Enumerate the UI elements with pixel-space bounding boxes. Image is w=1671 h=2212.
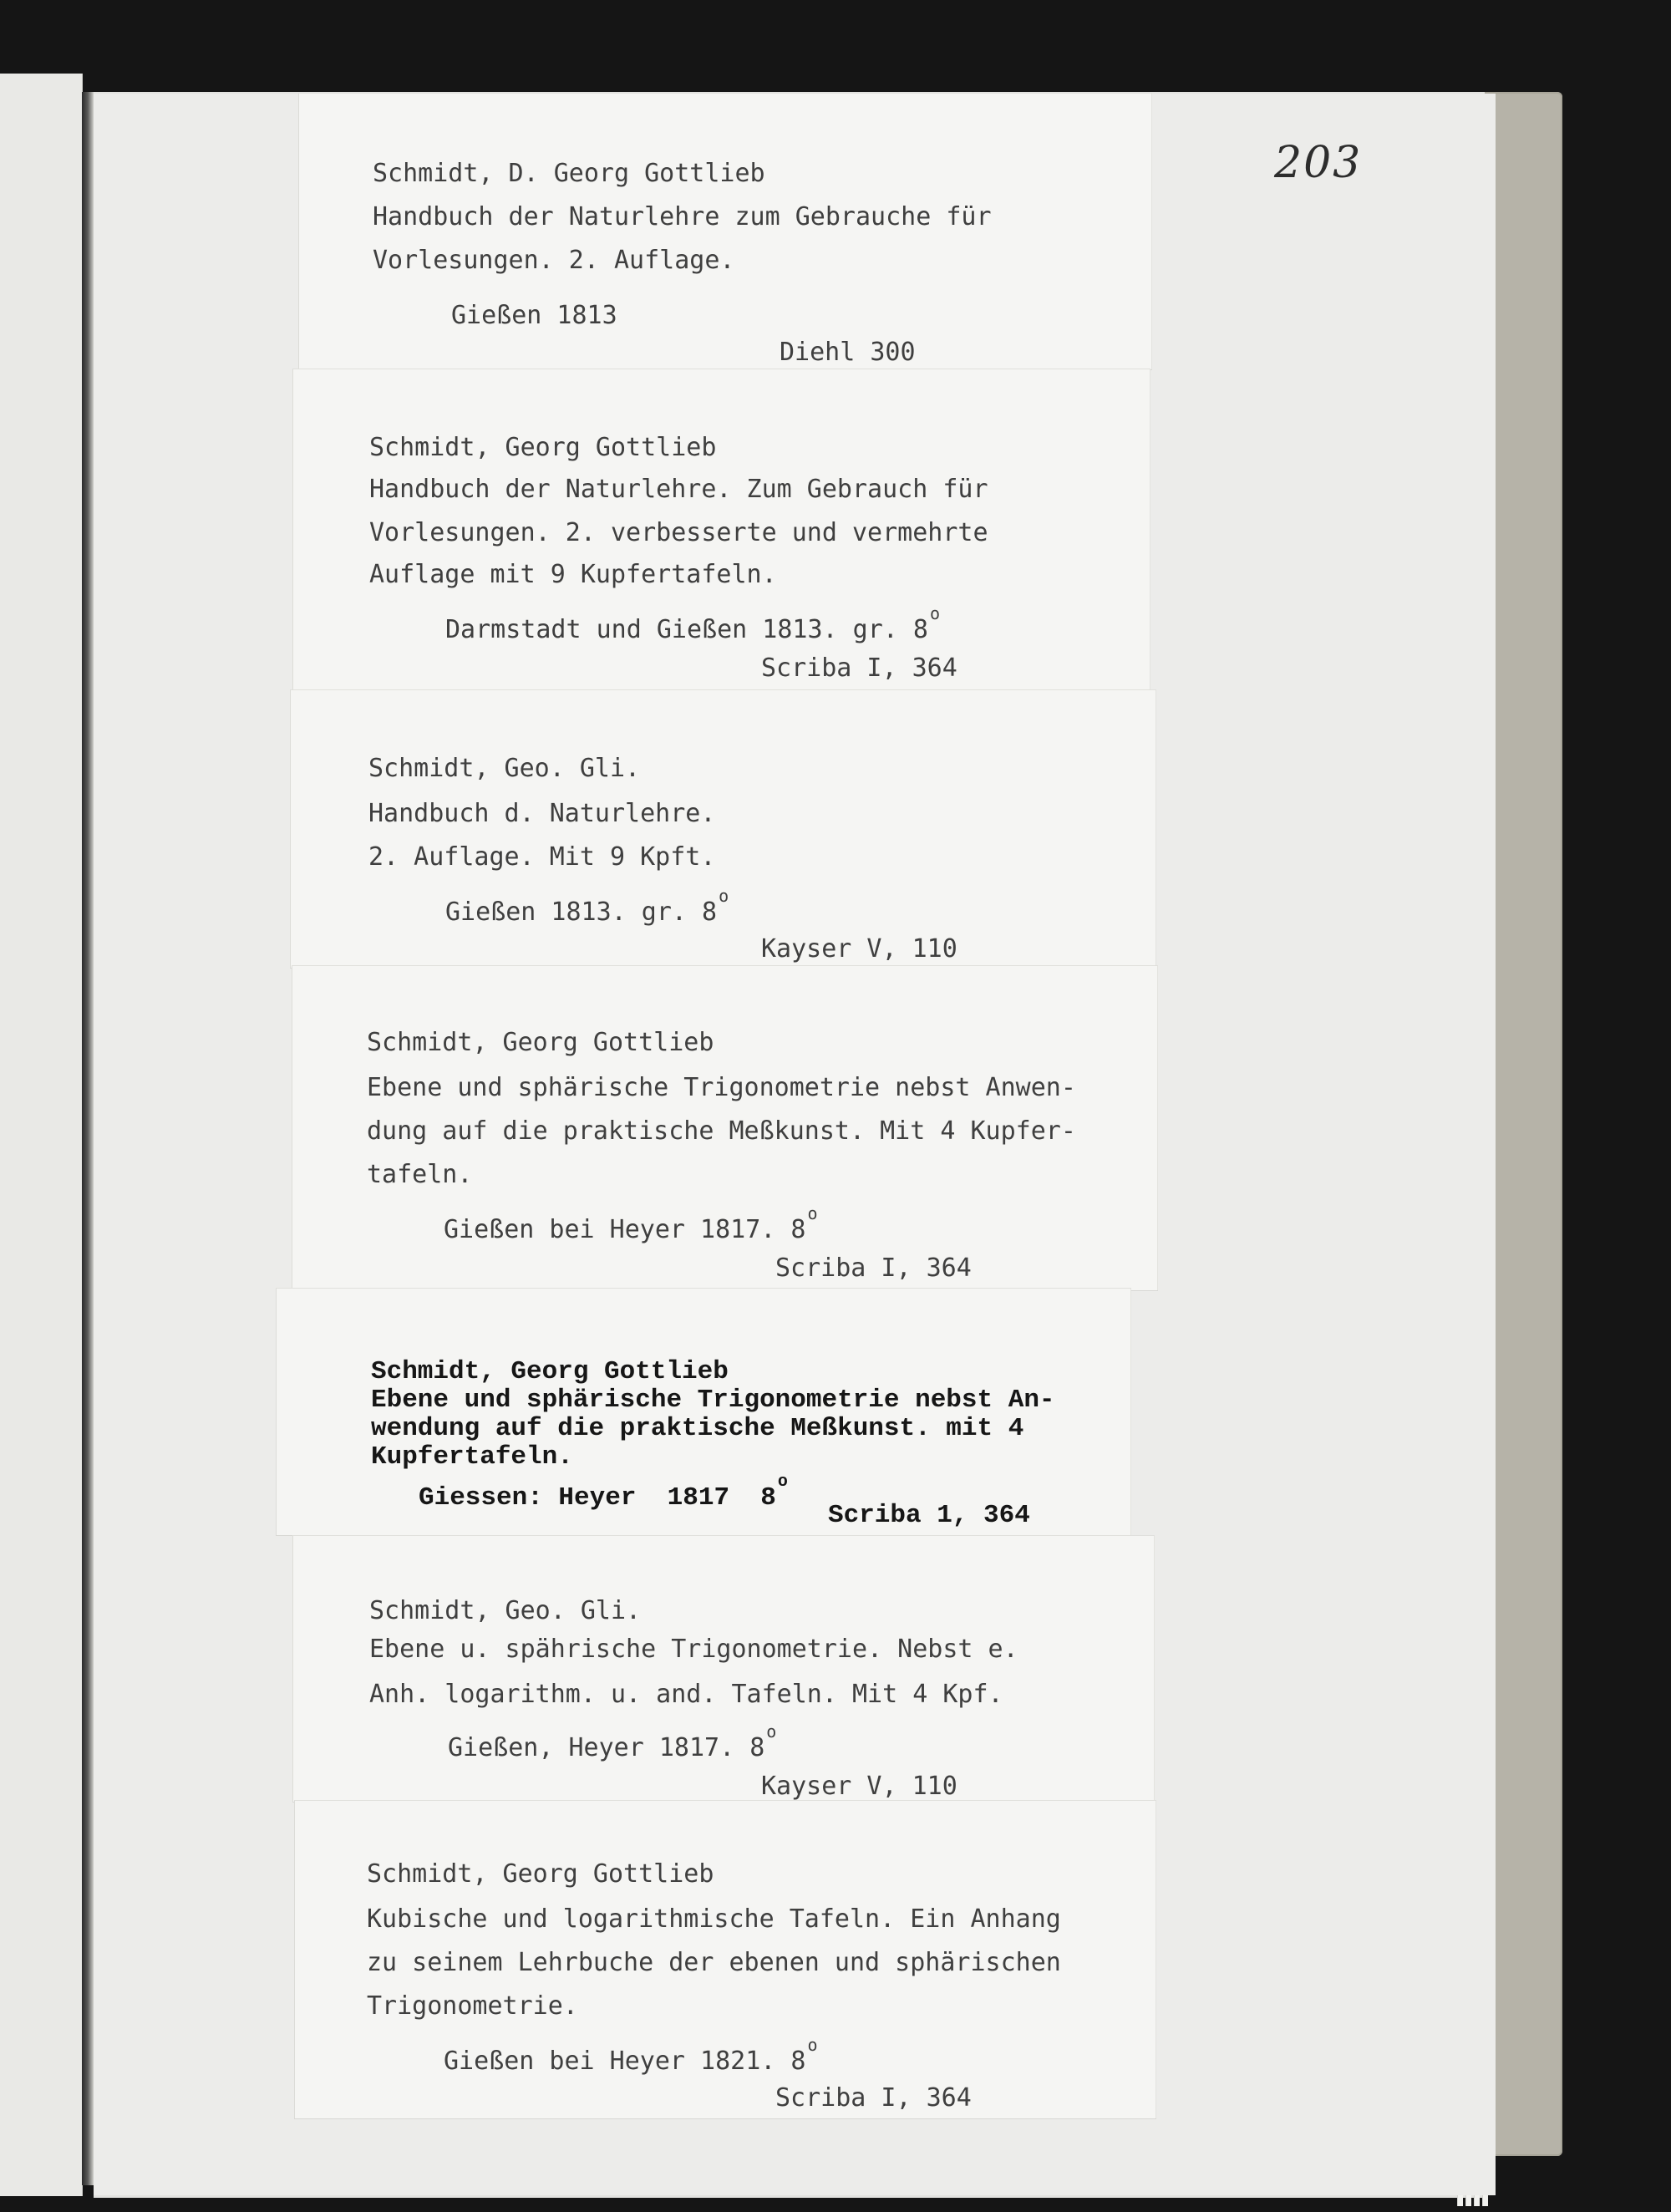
card-citation: Scriba I, 364 bbox=[775, 1253, 972, 1283]
card-title-line: Ebene u. spährische Trigonometrie. Nebst e. bbox=[369, 1635, 1018, 1664]
card-imprint: Gießen, Heyer 1817. 8$^o$ bbox=[448, 1721, 777, 1762]
card-author: Schmidt, D. Georg Gottlieb bbox=[373, 159, 765, 188]
card-title-line: Kubische und logarithmische Tafeln. Ein Anhang bbox=[367, 1904, 1061, 1934]
card-title-line: Ebene und sphärische Trigonometrie nebst An- bbox=[371, 1386, 1055, 1415]
card-imprint: Gießen bei Heyer 1821. 8$^o$ bbox=[444, 2035, 818, 2076]
card-author: Schmidt, Geo. Gli. bbox=[368, 754, 641, 783]
card-citation: Scriba 1, 364 bbox=[828, 1501, 1030, 1530]
card-title-line: Vorlesungen. 2. Auflage. bbox=[373, 246, 735, 275]
card-title-line: wendung auf die praktische Meßkunst. mit 4 bbox=[371, 1414, 1024, 1443]
card-title-line: Trigonometrie. bbox=[367, 1991, 578, 2021]
card-author: Schmidt, Georg Gottlieb bbox=[367, 1859, 714, 1889]
card-author: Schmidt, Georg Gottlieb bbox=[369, 433, 717, 462]
card-imprint: Giessen: Heyer 1817 8$^o$ bbox=[419, 1472, 788, 1513]
card-title-line: Ebene und sphärische Trigonometrie nebst Anwen- bbox=[367, 1073, 1076, 1102]
catalog-card bbox=[292, 1536, 1155, 1802]
left-page-edge bbox=[0, 74, 83, 2196]
card-title-line: 2. Auflage. Mit 9 Kpft. bbox=[368, 842, 716, 872]
catalog-card bbox=[298, 94, 1152, 369]
card-title-line: tafeln. bbox=[367, 1160, 473, 1189]
catalog-card bbox=[290, 690, 1156, 968]
card-title-line: zu seinem Lehrbuche der ebenen und sphärischen bbox=[367, 1948, 1061, 1977]
card-imprint: Gießen 1813. gr. 8$^o$ bbox=[445, 886, 729, 927]
card-title-line: Auflage mit 9 Kupfertafeln. bbox=[369, 560, 777, 589]
card-citation: Diehl 300 bbox=[780, 338, 916, 367]
card-title-line: Handbuch der Naturlehre zum Gebrauche für bbox=[373, 202, 992, 231]
catalog-card bbox=[292, 369, 1150, 691]
catalog-card bbox=[276, 1289, 1131, 1535]
card-imprint: Darmstadt und Gießen 1813. gr. 8$^o$ bbox=[445, 603, 941, 644]
handwritten-page-number: 203 bbox=[1274, 138, 1363, 188]
card-imprint: Gießen 1813 bbox=[451, 301, 617, 330]
catalog-card bbox=[292, 966, 1158, 1290]
card-citation: Kayser V, 110 bbox=[761, 1772, 957, 1801]
card-author: Schmidt, Georg Gottlieb bbox=[371, 1357, 729, 1386]
card-title-line: Handbuch der Naturlehre. Zum Gebrauch für bbox=[369, 475, 988, 504]
card-author: Schmidt, Georg Gottlieb bbox=[367, 1028, 714, 1057]
card-citation: Scriba I, 364 bbox=[761, 653, 957, 683]
card-title-line: dung auf die praktische Meßkunst. Mit 4 Kupfer- bbox=[367, 1116, 1076, 1146]
card-author: Schmidt, Geo. Gli. bbox=[369, 1596, 642, 1625]
catalog-card bbox=[294, 1801, 1156, 2118]
card-title-line: Kupfertafeln. bbox=[371, 1442, 573, 1472]
card-title-line: Handbuch d. Naturlehre. bbox=[368, 799, 716, 828]
card-citation: Scriba I, 364 bbox=[775, 2083, 972, 2113]
card-title-line: Anh. logarithm. u. and. Tafeln. Mit 4 Kpf. bbox=[369, 1680, 1003, 1709]
card-title-line: Vorlesungen. 2. verbesserte und vermehrte bbox=[369, 518, 988, 547]
card-imprint: Gießen bei Heyer 1817. 8$^o$ bbox=[444, 1203, 818, 1244]
card-citation: Kayser V, 110 bbox=[761, 934, 957, 964]
book-gutter bbox=[82, 92, 94, 2185]
